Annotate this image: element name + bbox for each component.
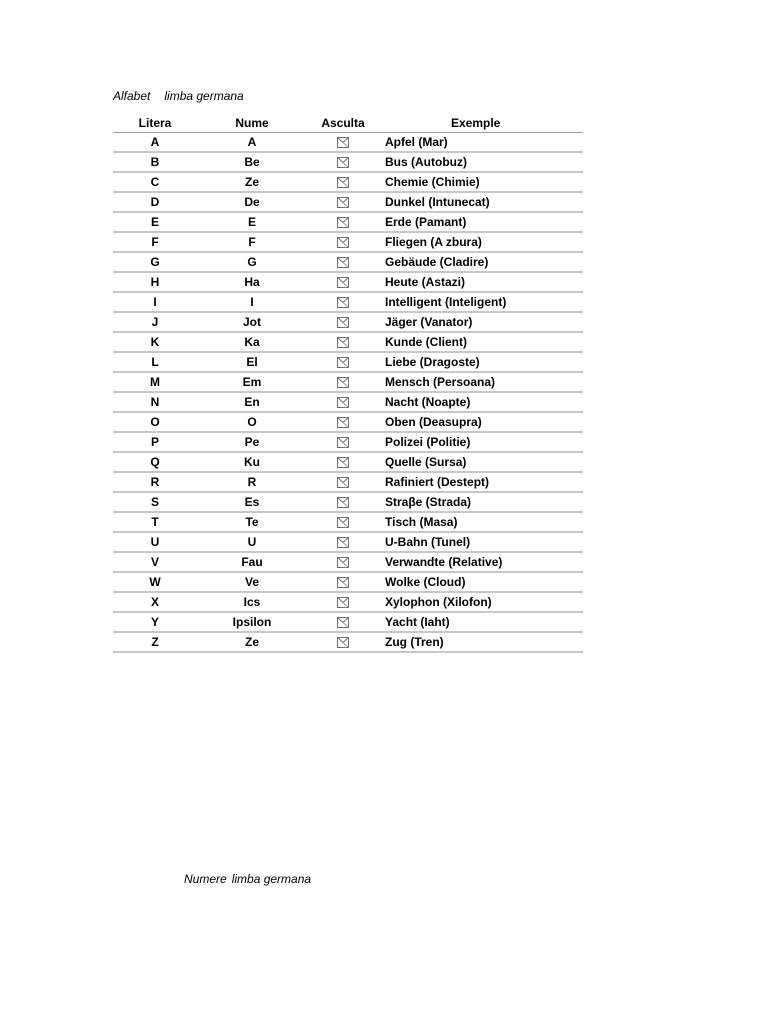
table-row: [113, 352, 583, 372]
cell-example: Gebäude (Cladire): [379, 252, 583, 272]
broken-image-icon[interactable]: [337, 157, 349, 168]
cell-listen: [307, 472, 379, 492]
table-row: [113, 572, 583, 592]
table-row: [113, 552, 583, 572]
cell-listen: [307, 432, 379, 452]
broken-image-icon[interactable]: [337, 277, 349, 288]
cell-listen: [307, 252, 379, 272]
cell-letter: A: [113, 133, 197, 153]
cell-name: U: [197, 532, 307, 552]
cell-letter: L: [113, 352, 197, 372]
title-word-alfabet: Alfabet: [113, 89, 151, 103]
table-row: [113, 632, 583, 652]
broken-image-icon[interactable]: [337, 237, 349, 248]
table-row: [113, 312, 583, 332]
table-header-row: [113, 114, 583, 133]
cell-letter: V: [113, 552, 197, 572]
header-examples: Exemple: [379, 114, 583, 133]
cell-name: De: [197, 192, 307, 212]
cell-example: U-Bahn (Tunel): [379, 532, 583, 552]
cell-example: Rafiniert (Destept): [379, 472, 583, 492]
cell-name: Ku: [197, 452, 307, 472]
cell-name: F: [197, 232, 307, 252]
cell-name: Te: [197, 512, 307, 532]
header-listen: Asculta: [307, 114, 379, 133]
cell-listen: [307, 272, 379, 292]
page-title: [113, 89, 244, 103]
cell-example: Polizei (Politie): [379, 432, 583, 452]
cell-example: Zug (Tren): [379, 632, 583, 652]
table-row: [113, 532, 583, 552]
cell-listen: [307, 212, 379, 232]
broken-image-icon[interactable]: [337, 577, 349, 588]
header-name: Nume: [197, 114, 307, 133]
table-row: [113, 452, 583, 472]
cell-letter: O: [113, 412, 197, 432]
cell-letter: S: [113, 492, 197, 512]
cell-example: Chemie (Chimie): [379, 172, 583, 192]
cell-letter: G: [113, 252, 197, 272]
cell-letter: R: [113, 472, 197, 492]
cell-listen: [307, 552, 379, 572]
cell-example: Verwandte (Relative): [379, 552, 583, 572]
cell-listen: [307, 412, 379, 432]
cell-name: Ka: [197, 332, 307, 352]
table-row: [113, 372, 583, 392]
cell-listen: [307, 452, 379, 472]
cell-example: Fliegen (A zbura): [379, 232, 583, 252]
table-row: [113, 172, 583, 192]
table-row: [113, 252, 583, 272]
cell-example: Yacht (Iaht): [379, 612, 583, 632]
cell-letter: C: [113, 172, 197, 192]
cell-example: Mensch (Persoana): [379, 372, 583, 392]
cell-letter: T: [113, 512, 197, 532]
cell-example: Dunkel (Intunecat): [379, 192, 583, 212]
table-row: [113, 612, 583, 632]
cell-letter: Y: [113, 612, 197, 632]
cell-letter: D: [113, 192, 197, 212]
cell-letter: H: [113, 272, 197, 292]
cell-letter: F: [113, 232, 197, 252]
cell-letter: B: [113, 152, 197, 172]
cell-name: Em: [197, 372, 307, 392]
cell-listen: [307, 492, 379, 512]
broken-image-icon[interactable]: [337, 637, 349, 648]
table-row: [113, 332, 583, 352]
cell-example: Tisch (Masa): [379, 512, 583, 532]
cell-name: En: [197, 392, 307, 412]
numbers-title-language: limba germana: [231, 872, 312, 886]
cell-listen: [307, 192, 379, 212]
cell-letter: U: [113, 532, 197, 552]
cell-example: Liebe (Dragoste): [379, 352, 583, 372]
cell-name: Fau: [197, 552, 307, 572]
cell-letter: K: [113, 332, 197, 352]
broken-image-icon[interactable]: [337, 217, 349, 228]
cell-listen: [307, 232, 379, 252]
cell-name: Be: [197, 152, 307, 172]
cell-listen: [307, 172, 379, 192]
cell-name: Ze: [197, 172, 307, 192]
cell-letter: N: [113, 392, 197, 412]
cell-name: G: [197, 252, 307, 272]
cell-letter: M: [113, 372, 197, 392]
cell-listen: [307, 312, 379, 332]
cell-example: Kunde (Client): [379, 332, 583, 352]
cell-listen: [307, 612, 379, 632]
alphabet-table: [113, 114, 583, 653]
cell-listen: [307, 332, 379, 352]
broken-image-icon[interactable]: [337, 497, 349, 508]
broken-image-icon[interactable]: [337, 137, 349, 148]
broken-image-icon[interactable]: [337, 437, 349, 448]
cell-listen: [307, 532, 379, 552]
cell-example: Wolke (Cloud): [379, 572, 583, 592]
cell-example: Heute (Astazi): [379, 272, 583, 292]
cell-letter: E: [113, 212, 197, 232]
broken-image-icon[interactable]: [337, 617, 349, 628]
broken-image-icon[interactable]: [337, 597, 349, 608]
cell-letter: P: [113, 432, 197, 452]
title-word-language: limba germana: [164, 89, 244, 103]
broken-image-icon[interactable]: [337, 337, 349, 348]
broken-image-icon[interactable]: [337, 357, 349, 368]
cell-name: Ics: [197, 592, 307, 612]
cell-example: Straβe (Strada): [379, 492, 583, 512]
cell-example: Oben (Deasupra): [379, 412, 583, 432]
table-row: [113, 412, 583, 432]
broken-image-icon[interactable]: [337, 317, 349, 328]
cell-listen: [307, 152, 379, 172]
cell-example: Erde (Pamant): [379, 212, 583, 232]
cell-listen: [307, 632, 379, 652]
broken-image-icon[interactable]: [337, 557, 349, 568]
table-row: [113, 152, 583, 172]
cell-listen: [307, 392, 379, 412]
cell-example: Intelligent (Inteligent): [379, 292, 583, 312]
cell-example: Apfel (Mar): [379, 133, 583, 153]
cell-name: El: [197, 352, 307, 372]
broken-image-icon[interactable]: [337, 197, 349, 208]
broken-image-icon[interactable]: [337, 257, 349, 268]
table-row: [113, 392, 583, 412]
broken-image-icon[interactable]: [337, 297, 349, 308]
table-row: [113, 133, 583, 153]
table-row: [113, 272, 583, 292]
table-row: [113, 292, 583, 312]
cell-name: Es: [197, 492, 307, 512]
cell-listen: [307, 572, 379, 592]
cell-example: Bus (Autobuz): [379, 152, 583, 172]
cell-name: E: [197, 212, 307, 232]
cell-name: Ipsilon: [197, 612, 307, 632]
cell-listen: [307, 133, 379, 153]
cell-letter: I: [113, 292, 197, 312]
cell-name: Ve: [197, 572, 307, 592]
table-row: [113, 592, 583, 612]
cell-letter: X: [113, 592, 197, 612]
numbers-title-word: Numere: [184, 872, 227, 886]
cell-example: Jäger (Vanator): [379, 312, 583, 332]
table-row: [113, 512, 583, 532]
broken-image-icon[interactable]: [337, 517, 349, 528]
cell-name: R: [197, 472, 307, 492]
broken-image-icon[interactable]: [337, 417, 349, 428]
cell-listen: [307, 352, 379, 372]
cell-listen: [307, 372, 379, 392]
header-letter: Litera: [113, 114, 197, 133]
table-row: [113, 492, 583, 512]
cell-letter: Z: [113, 632, 197, 652]
cell-letter: Q: [113, 452, 197, 472]
broken-image-icon[interactable]: [337, 397, 349, 408]
cell-letter: J: [113, 312, 197, 332]
cell-name: A: [197, 133, 307, 153]
cell-name: Ze: [197, 632, 307, 652]
cell-name: Pe: [197, 432, 307, 452]
cell-name: Ha: [197, 272, 307, 292]
cell-listen: [307, 292, 379, 312]
table-row: [113, 432, 583, 452]
alphabet-table-body: [113, 133, 583, 653]
broken-image-icon[interactable]: [337, 377, 349, 388]
cell-example: Quelle (Sursa): [379, 452, 583, 472]
cell-name: Jot: [197, 312, 307, 332]
table-row: [113, 192, 583, 212]
numbers-section-title: [184, 872, 311, 886]
table-row: [113, 232, 583, 252]
broken-image-icon[interactable]: [337, 177, 349, 188]
cell-example: Xylophon (Xilofon): [379, 592, 583, 612]
cell-example: Nacht (Noapte): [379, 392, 583, 412]
cell-listen: [307, 592, 379, 612]
table-row: [113, 472, 583, 492]
cell-name: O: [197, 412, 307, 432]
broken-image-icon[interactable]: [337, 457, 349, 468]
table-row: [113, 212, 583, 232]
broken-image-icon[interactable]: [337, 537, 349, 548]
cell-listen: [307, 512, 379, 532]
cell-name: I: [197, 292, 307, 312]
broken-image-icon[interactable]: [337, 477, 349, 488]
cell-letter: W: [113, 572, 197, 592]
